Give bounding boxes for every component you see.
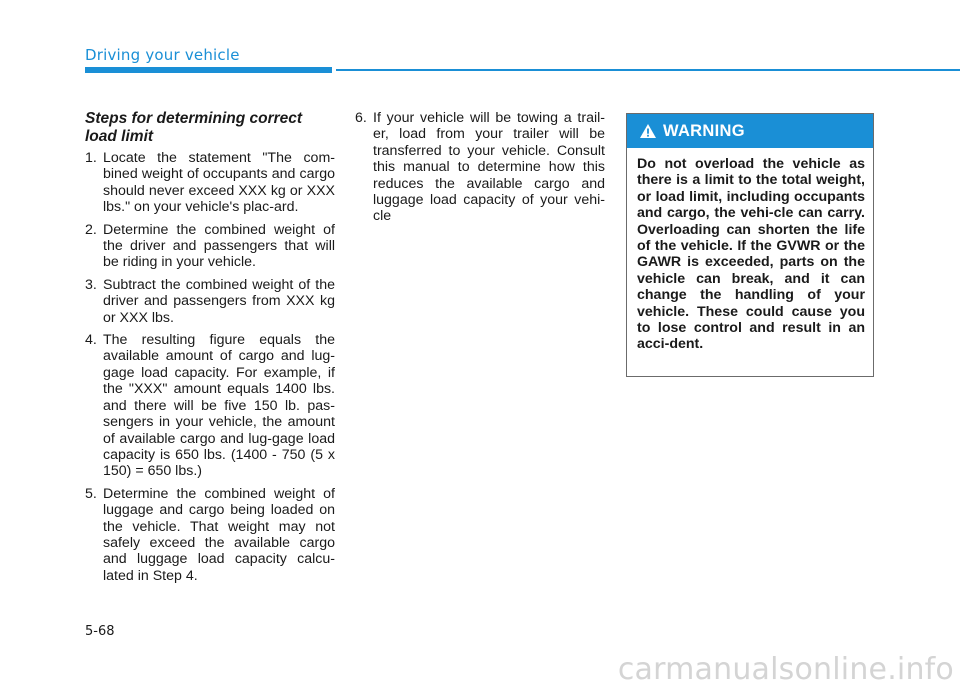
step-text: Determine the combined weight of the driver and passengers that will be riding in your vehicle. <box>103 221 335 271</box>
middle-column <box>355 110 605 231</box>
step-number: 2. <box>85 221 97 238</box>
step-item <box>85 150 335 216</box>
step-item <box>85 277 335 326</box>
header-rule-thick <box>85 67 332 73</box>
step-text: Locate the statement "The com-bined weight of occupants and cargo should never exceed XXX kg or XXX lbs." on your vehicle's plac-ard. <box>103 150 335 216</box>
step-number: 3. <box>85 276 97 293</box>
watermark: carmanualsonline.info <box>617 652 954 687</box>
warning-box <box>626 113 874 377</box>
step-text: Determine the combined weight of luggage and cargo being loaded on the vehicle. That weight may not safely exceed the available cargo and luggage load capacity calcu-lated in Step 4. <box>103 485 335 584</box>
step-item <box>355 110 605 225</box>
warning-header <box>627 114 873 148</box>
left-column <box>85 110 335 590</box>
warning-body: Do not overload the vehicle as there is a limit to the total weight, or load limit, including occupants and cargo, the vehi-cle can carry. Overloading can shorten the life of the vehicle. If the GVWR or the GAWR is exceeded, parts on the vehicle can break, and it can change the handling of your vehicle. These could cause you to lose control and result in an acci-dent. <box>637 156 865 353</box>
step-number: 1. <box>85 150 97 166</box>
step-number: 6. <box>355 110 367 126</box>
step-item <box>85 332 335 480</box>
header-rule-thin <box>336 69 960 71</box>
step-item <box>85 222 335 271</box>
step-text: Subtract the combined weight of the driver and passengers from XXX kg or XXX lbs. <box>103 276 335 326</box>
step-text: If your vehicle will be towing a trail-er, load from your trailer will be transferred to your vehicle. Consult this manual to determine how this reduces the available cargo and luggage load capacity of your vehi-cle <box>373 110 605 225</box>
warning-triangle-icon <box>639 123 657 139</box>
step-item <box>85 486 335 584</box>
section-title: Driving your vehicle <box>85 46 240 64</box>
page-number: 5-68 <box>85 624 115 639</box>
step-number: 4. <box>85 332 97 349</box>
steps-heading: Steps for determining correct load limit <box>85 110 303 145</box>
step-text: The resulting figure equals the available amount of cargo and lug-gage load capacity. For example, if the "XXX" amount equals 1400 lbs. and there will be five 150 lb. pas-sengers in your vehicle, the amount of available cargo and lug-gage load capacity is 650 lbs. (1400 - 750 (5 x 150) = 650 lbs.) <box>103 332 335 480</box>
step-number: 5. <box>85 485 97 502</box>
warning-title: WARNING <box>663 121 745 140</box>
